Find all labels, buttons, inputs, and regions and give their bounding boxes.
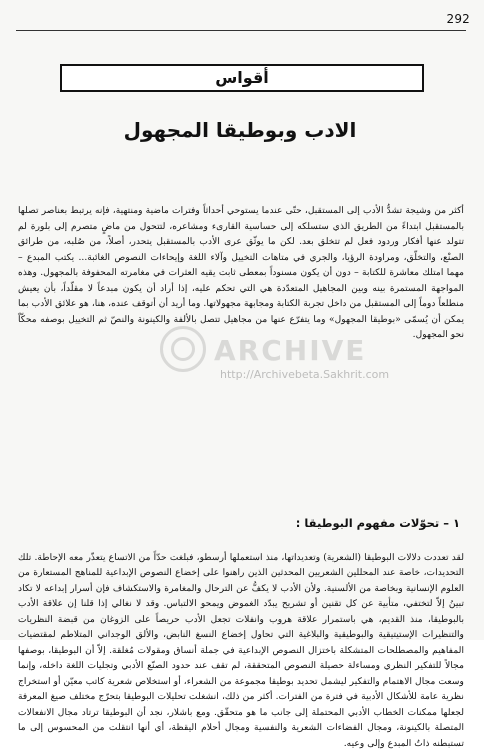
page-number: 292	[430, 12, 470, 26]
section-banner	[60, 64, 424, 92]
section-paragraph: لقد تعددت دلالات البوطيقا (الشعرية) وتعديداتها، منذ استعملها أرسطو، فبلغت حدّاً من الاتساع يتعذّر معه الإحاطة. تلك التحديدات، خاصة عند المحللين الشعريين المحدثين الذين راهنوا على إخضاع النصوص الإبداعية للمناهج المستعارة من العلوم الإنسانية وبخاصة من الألسنية. ولأن الأدب لا يكفُّ عن الترحال والمغامرة والاستكشاف فإن أسرار إبداعه لا تكاد تبينُ إلاّ لتختفي، متأبية عن كل تقنين أو تشريح يبدّد الغموض ويمحو الالتباس. وقد لا نغالي إذا قلنا إن علاقة الأدب بالبوطيقا، منذ القديم، هي باستمرار علاقة هروب وانفلات تجعل الأدب حريصاً على الزوغان من قبضة النظريات والتنظيرات الإستيتيقية والبوطيقية والبلاغية التي تحاول إخضاع النسغ النابض، والألق الوجداني المتلاطم لمقتضيات المفاهيم والمصطلحات المتشكلة باختزال النصوص الإبداعية في جملة أنساق ومقولات مُغلقة. إلاّ أن البوطيقا، بوصفها مجالاً للتفكير النظري ومساءلة حصيلة النصوص المتحققة، لم تقف عند حدود الصنّع الأدبي وتجليات اللغة داخله، وإنما وسعت مجال الاهتمام والتفكير ليشمل تحديد بوطيقا مجموعة من الشعراء، أو استخلاص شعرية كاتب معيّن أو استخراج نظرية عامة للأشكال الأدبية في فترة من الفترات. أكثر من ذلك، انشغلت تحليلات البوطيقا بتحرّج مختلف صيغ المعرفة لجعلها ممكنات الخطاب الأدبي المحتملة إلى جانب ما هو متحقّق. ومع باشلار، نجد أن البوطيقا ترتاد مجال الانفعالات المتصلة بالكينونة، ومجال الفضاءات الشعرية والنفسية ومجال أحلام اليقظة، أي أنها انتقلت من المحسوس إلى ما تستبطنه ذاتُ المبدع وإلى وعيه.	[18, 550, 464, 751]
watermark-brand: ARCHIVE	[214, 334, 366, 367]
header-rule	[16, 30, 466, 31]
intro-paragraph: أكثر من وشيجة تشدُّ الأدب إلى المستقبل، حتّى عندما يستوحي أحداثاً وفترات ماضية ومنتهية، فإنه يرتبط بعناصر تصلها بالمستقبل ابتداءً من الطريق الذي ستسلكه إلى حساسية القارىء ومشاعره، لتتحول من ماضٍ متصرم إلى بلورة لم تتولد عنها أفكار وردود فعل لم تتخلق بعد. لكن ما يوثّق عرى الأدب بالمستقبل يتحدر، أصلاً، من صُلبه، من طرائق الصنْع، والتخلّق، ومراودة الرؤيا، والجري في متاهات التخييل وآلاء اللغة وإيحاءات النصوص الغائبة... يكتب المبدع – مهما امتلك معاشرة للكتابة – دون أن يكون مسنوداً بمعطى ثابت يقيه العثرات في مغامرته المحفوفة بالمجهول. وهذه المواجهة المستمرة بينه وبين المجاهيل المتعدّدة هي التي تحكم عليه، إذا أراد أن يكون مبدعاً لا مقلّداً، بأن يعيش منطلعاً دوماً إلى المستقبل من داخل تجربة الكتابة ومجابهة مجهولاتها. وما أريد أن أتوقف عنده، هنا، هو علائق الأدب بما يمكن أن يُسمّى «بوطيقا المجهول» وما يتفرّع عنها من مجاهيل تتصل بالألفة والكينونة والنصّ ثم التخييل بوصفه محكّاً نحو المجهول.	[18, 203, 464, 343]
watermark-url: http://Archivebeta.Sakhrit.com	[220, 368, 389, 381]
section-heading: ١ – تحوّلات مفهوم البوطيقا :	[260, 516, 460, 530]
banner-title: أقواس	[62, 66, 422, 90]
article-title: الادب وبوطيقا المجهول	[90, 118, 390, 142]
